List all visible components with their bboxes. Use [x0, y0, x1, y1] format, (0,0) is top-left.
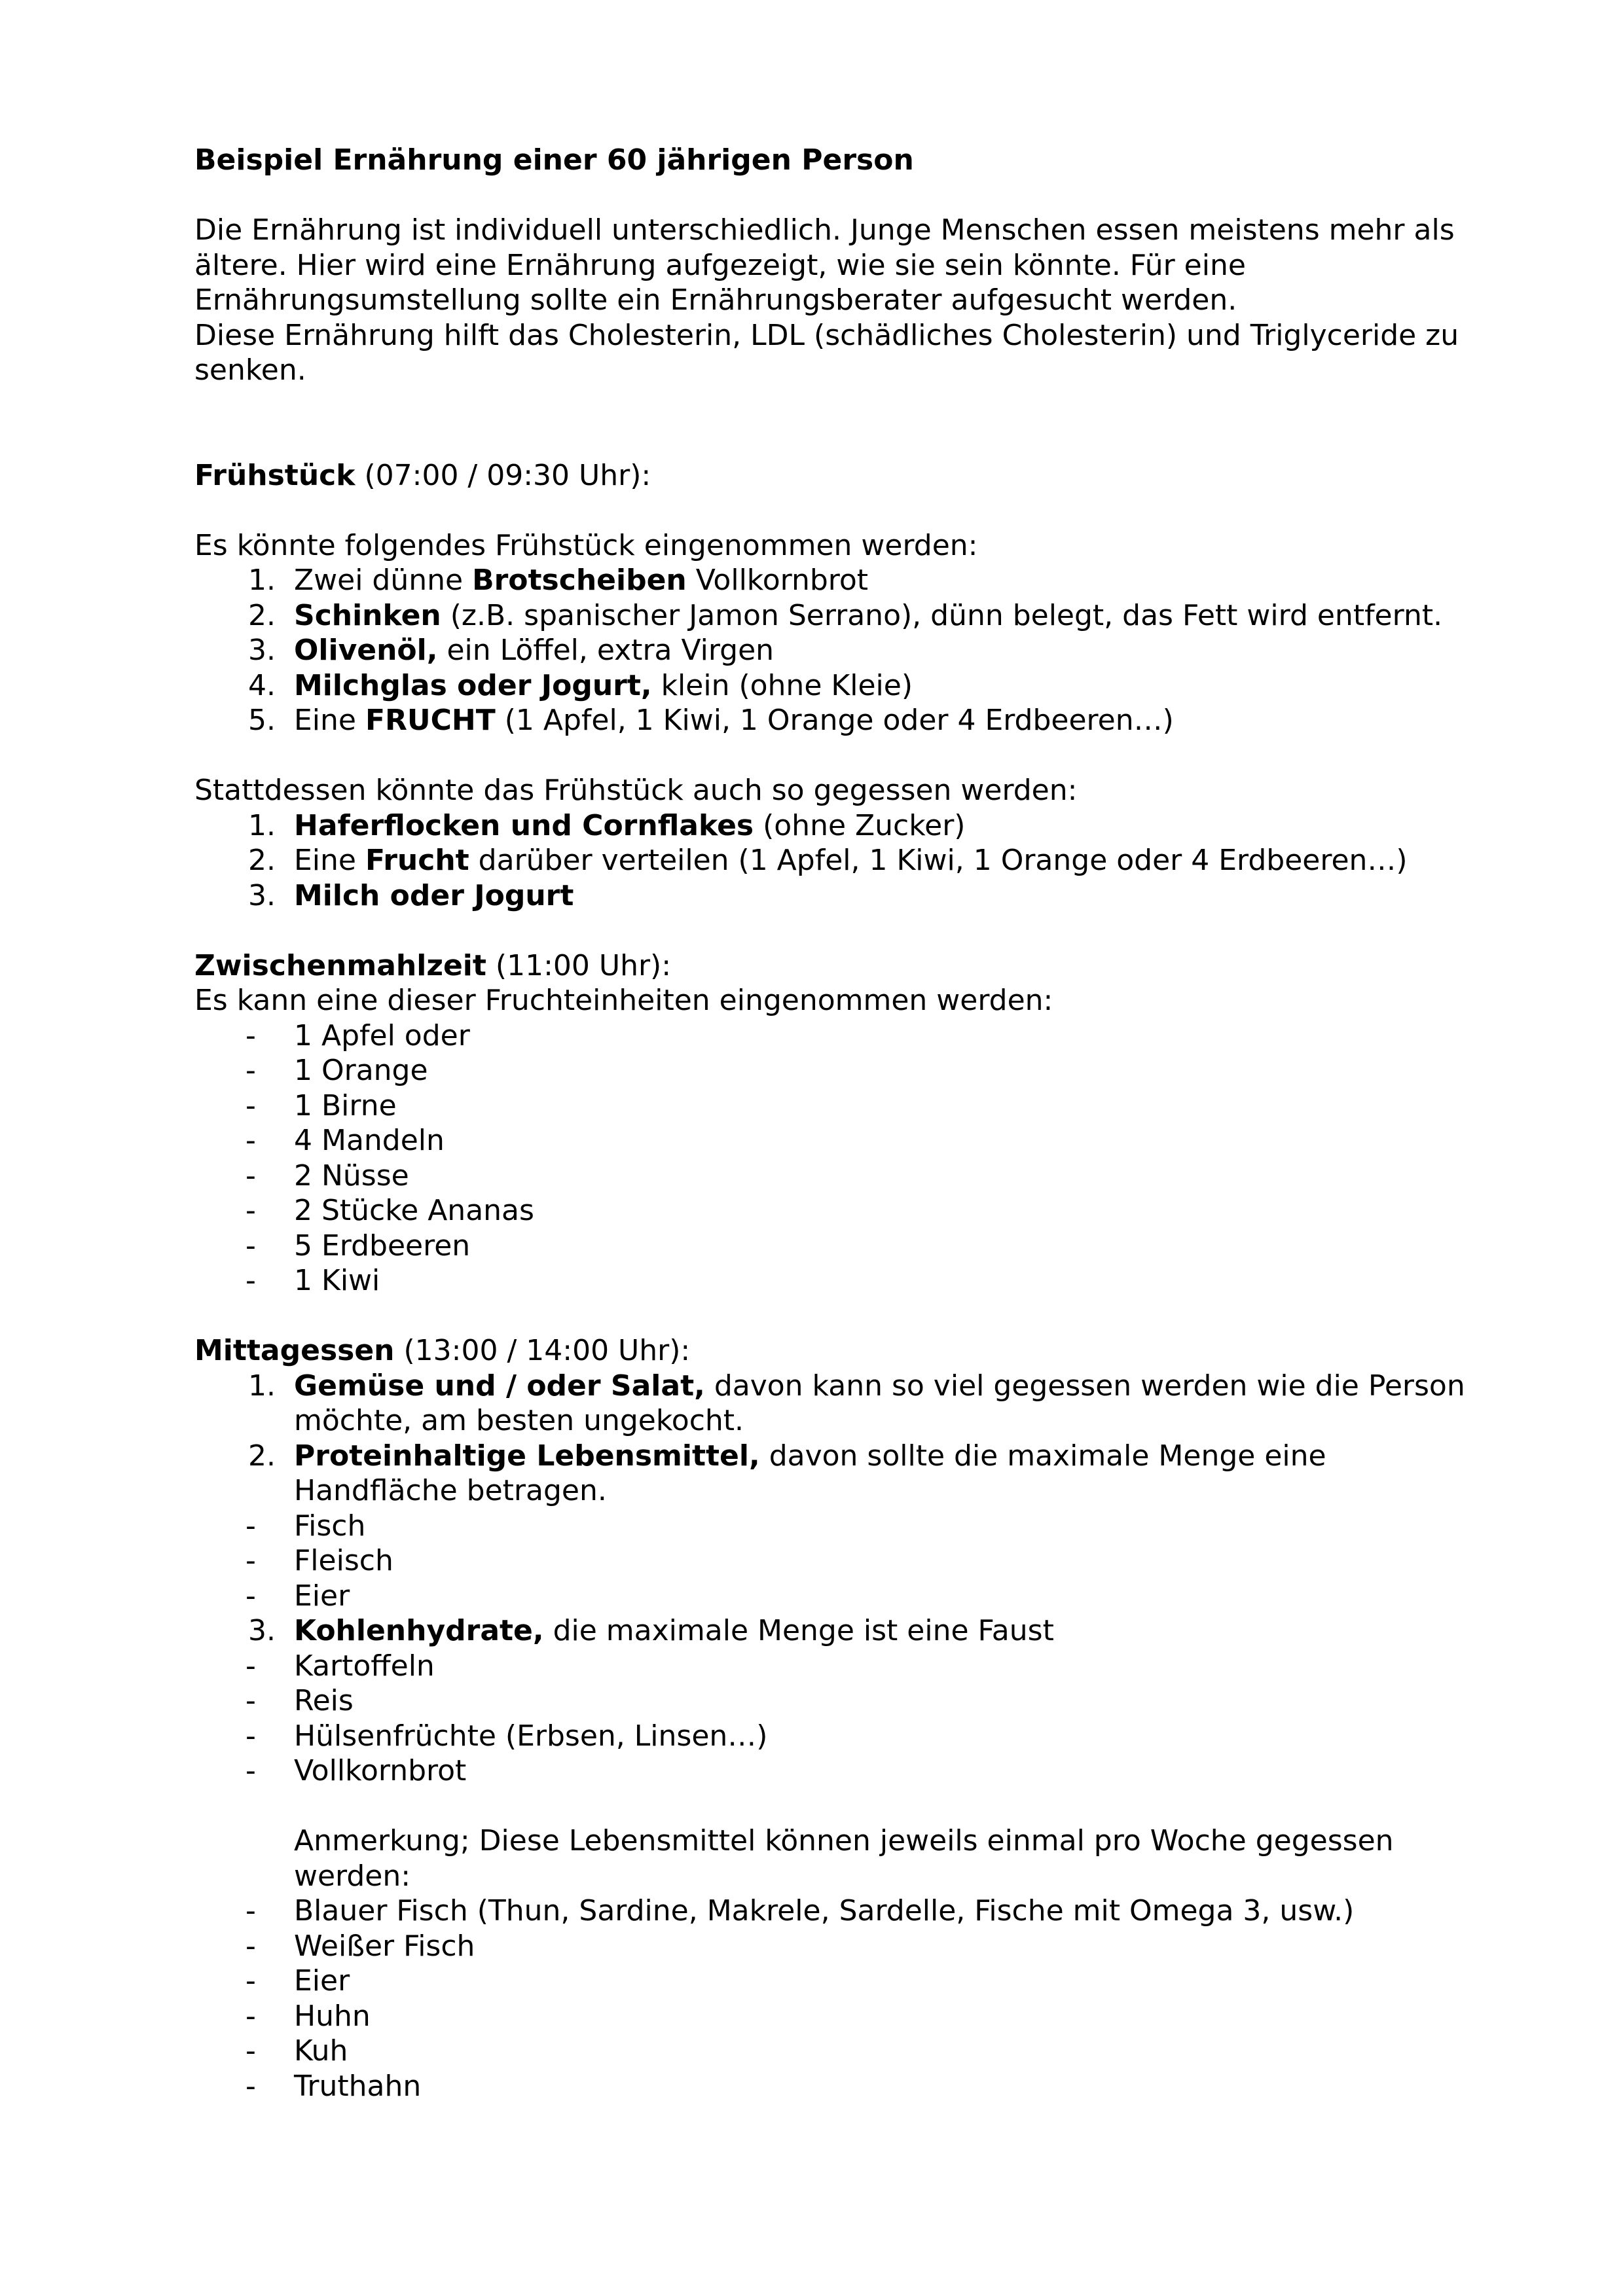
breakfast-option1-item-text: Eine [294, 704, 365, 737]
breakfast-option1-item-bold: Brotscheiben [472, 564, 687, 597]
breakfast-option1-item-text: klein (ohne Kleie) [651, 668, 913, 702]
lunch-item-carbs [194, 1613, 1471, 1649]
dash-marker: - [246, 1999, 256, 2033]
breakfast-option1-item-text: (z.B. spanischer Jamon Serrano), dünn belegt, das Fett wird entfernt. [441, 598, 1443, 632]
dash-marker: - [246, 1229, 256, 1263]
dash-marker: - [246, 2069, 256, 2103]
lunch-item-text: die maximale Menge ist eine Faust [543, 1614, 1054, 1647]
breakfast-option2-item [194, 878, 1471, 914]
dash-marker: - [246, 2034, 256, 2068]
protein-item [194, 1579, 1471, 1614]
dash-marker: - [246, 1579, 256, 1613]
breakfast-option1-item [194, 703, 1471, 738]
breakfast-option1-item-text: (1 Apfel, 1 Kiwi, 1 Orange oder 4 Erdbeeren…) [495, 704, 1174, 737]
document-page [194, 143, 1471, 2104]
breakfast-option2-item-text: (ohne Zucker) [754, 808, 966, 842]
snack-item [194, 1053, 1471, 1088]
list-marker: 1. [248, 564, 276, 597]
carbs-item [194, 1683, 1471, 1719]
carbs-item [194, 1753, 1471, 1789]
weekly-item-text: Kuh [294, 2034, 348, 2068]
dash-marker: - [246, 1964, 256, 1998]
dash-marker: - [246, 1929, 256, 1963]
lunch-item-protein [194, 1439, 1471, 1509]
carbs-item-text: Vollkornbrot [294, 1754, 467, 1787]
weekly-item-text: Eier [294, 1964, 350, 1998]
carbs-item [194, 1649, 1471, 1684]
breakfast-option1-item-bold: Milchglas oder Jogurt, [294, 668, 652, 702]
snack-item-text: 2 Nüsse [294, 1158, 409, 1193]
snack-item [194, 1193, 1471, 1229]
breakfast-option1-item-bold: Schinken [294, 598, 441, 632]
dash-marker: - [246, 1088, 256, 1122]
breakfast-option1-item [194, 633, 1471, 668]
weekly-item [194, 2069, 1471, 2104]
breakfast-heading-line [194, 458, 1471, 493]
snack-item [194, 1018, 1471, 1054]
carbs-item-text: Reis [294, 1684, 354, 1717]
snack-item [194, 1263, 1471, 1299]
list-marker: 1. [248, 1369, 276, 1403]
carbs-list [194, 1649, 1471, 1789]
snack-item [194, 1123, 1471, 1158]
snack-time: (11:00 Uhr): [486, 948, 672, 982]
lunch-heading: Mittagessen [194, 1334, 395, 1367]
weekly-list [194, 1893, 1471, 2104]
document-title: Beispiel Ernährung einer 60 jährigen Person [194, 143, 914, 177]
snack-list [194, 1018, 1471, 1299]
lunch-item-text: davon sollte die maximale Menge eine Handfläche betragen. [294, 1439, 1326, 1507]
lunch-note [194, 1823, 1471, 1893]
carbs-item-text: Hülsenfrüchte (Erbsen, Linsen…) [294, 1719, 768, 1753]
snack-item [194, 1088, 1471, 1124]
breakfast-option2-item-bold: Haferflocken und Cornflakes [294, 808, 754, 842]
breakfast-option1-item [194, 563, 1471, 598]
breakfast-option2-item-text: Eine [294, 844, 365, 877]
weekly-item-text: Weißer Fisch [294, 1929, 475, 1963]
breakfast-option1-intro: Es könnte folgendes Frühstück eingenommen werden: [194, 528, 978, 562]
weekly-item [194, 1929, 1471, 1964]
weekly-item-text: Blauer Fisch (Thun, Sardine, Makrele, Sardelle, Fische mit Omega 3, usw.) [294, 1894, 1355, 1928]
weekly-item-text: Huhn [294, 1999, 371, 2033]
lunch-item-vegetables [194, 1369, 1471, 1439]
breakfast-option1-item-text: Vollkornbrot [686, 564, 869, 597]
breakfast-option2-item [194, 843, 1471, 878]
list-marker: 3. [248, 1614, 276, 1647]
breakfast-heading: Frühstück [194, 458, 356, 492]
breakfast-option2-intro: Stattdessen könnte das Frühstück auch so gegessen werden: [194, 774, 1078, 807]
protein-item-text: Fleisch [294, 1544, 393, 1577]
dash-marker: - [246, 1158, 256, 1193]
dash-marker: - [246, 1649, 256, 1683]
dash-marker: - [246, 1719, 256, 1753]
snack-item-text: 1 Birne [294, 1088, 397, 1122]
snack-item-text: 2 Stücke Ananas [294, 1194, 534, 1227]
breakfast-option2-item-bold: Milch oder Jogurt [294, 878, 574, 912]
breakfast-option1-list [194, 563, 1471, 738]
intro-paragraph: Die Ernährung ist individuell unterschiedlich. Junge Menschen essen meistens mehr als ältere. Hier wird eine Ernährung aufgezeigt, wie sie sein könnte. Für eine Ernährungsumstellung sollte ein Ernährungsberater aufgesucht werden. [194, 213, 1455, 317]
snack-item-text: 1 Orange [294, 1054, 428, 1087]
snack-item-text: 1 Apfel oder [294, 1018, 470, 1052]
lunch-note-text: Anmerkung; Diese Lebensmittel können jeweils einmal pro Woche gegessen werden: [294, 1824, 1394, 1893]
list-marker: 2. [248, 844, 276, 877]
carbs-item-text: Kartoffeln [294, 1649, 435, 1683]
breakfast-option2-item-bold: Frucht [365, 844, 469, 877]
breakfast-option2-item-text: darüber verteilen (1 Apfel, 1 Kiwi, 1 Orange oder 4 Erdbeeren…) [469, 844, 1408, 877]
carbs-item [194, 1719, 1471, 1754]
breakfast-option1-item-bold: FRUCHT [365, 704, 496, 737]
dash-marker: - [246, 1054, 256, 1087]
snack-item-text: 4 Mandeln [294, 1124, 445, 1157]
snack-heading-line [194, 948, 1471, 984]
weekly-item [194, 2034, 1471, 2069]
dash-marker: - [246, 1754, 256, 1787]
breakfast-option1-item [194, 598, 1471, 634]
breakfast-time: (07:00 / 09:30 Uhr): [355, 458, 651, 492]
breakfast-option1-item-text: ein Löffel, extra Virgen [437, 634, 775, 667]
breakfast-option1-item-text: Zwei dünne [294, 564, 473, 597]
breakfast-option2-list [194, 808, 1471, 914]
list-marker: 3. [248, 634, 276, 667]
snack-heading: Zwischenmahlzeit [194, 948, 486, 982]
lunch-item-text: davon kann so viel gegessen werden wie die Person möchte, am besten ungekocht. [294, 1369, 1465, 1437]
snack-item-text: 1 Kiwi [294, 1264, 380, 1297]
list-marker: 2. [248, 1439, 276, 1473]
weekly-item [194, 1999, 1471, 2034]
weekly-item-text: Truthahn [294, 2069, 422, 2103]
breakfast-option1-item-bold: Olivenöl, [294, 634, 438, 667]
dash-marker: - [246, 1194, 256, 1227]
lunch-heading-line [194, 1333, 1471, 1369]
protein-item-text: Eier [294, 1579, 350, 1613]
breakfast-option1-item [194, 668, 1471, 704]
lunch-time: (13:00 / 14:00 Uhr): [394, 1334, 691, 1367]
dash-marker: - [246, 1124, 256, 1157]
weekly-item [194, 1893, 1471, 1929]
breakfast-option2-item [194, 808, 1471, 844]
dash-marker: - [246, 1264, 256, 1297]
list-marker: 4. [248, 668, 276, 702]
lunch-item-bold: Gemüse und / oder Salat, [294, 1369, 705, 1403]
weekly-item [194, 1964, 1471, 1999]
snack-item-text: 5 Erdbeeren [294, 1229, 471, 1263]
intro-paragraph-cholesterol: Diese Ernährung hilft das Cholesterin, LDL (schädliches Cholesterin) und Triglyceride zu senken. [194, 318, 1459, 387]
list-marker: 2. [248, 598, 276, 632]
dash-marker: - [246, 1018, 256, 1052]
snack-item [194, 1158, 1471, 1194]
snack-item [194, 1229, 1471, 1264]
list-marker: 3. [248, 878, 276, 912]
dash-marker: - [246, 1684, 256, 1717]
lunch-item-bold: Kohlenhydrate, [294, 1614, 544, 1647]
protein-item-text: Fisch [294, 1509, 366, 1543]
protein-item [194, 1543, 1471, 1579]
dash-marker: - [246, 1894, 256, 1928]
lunch-item-bold: Proteinhaltige Lebensmittel, [294, 1439, 760, 1473]
protein-item [194, 1509, 1471, 1544]
dash-marker: - [246, 1544, 256, 1577]
dash-marker: - [246, 1509, 256, 1543]
list-marker: 1. [248, 808, 276, 842]
snack-intro: Es kann eine dieser Fruchteinheiten eingenommen werden: [194, 984, 1053, 1017]
protein-list [194, 1509, 1471, 1614]
list-marker: 5. [248, 704, 276, 737]
